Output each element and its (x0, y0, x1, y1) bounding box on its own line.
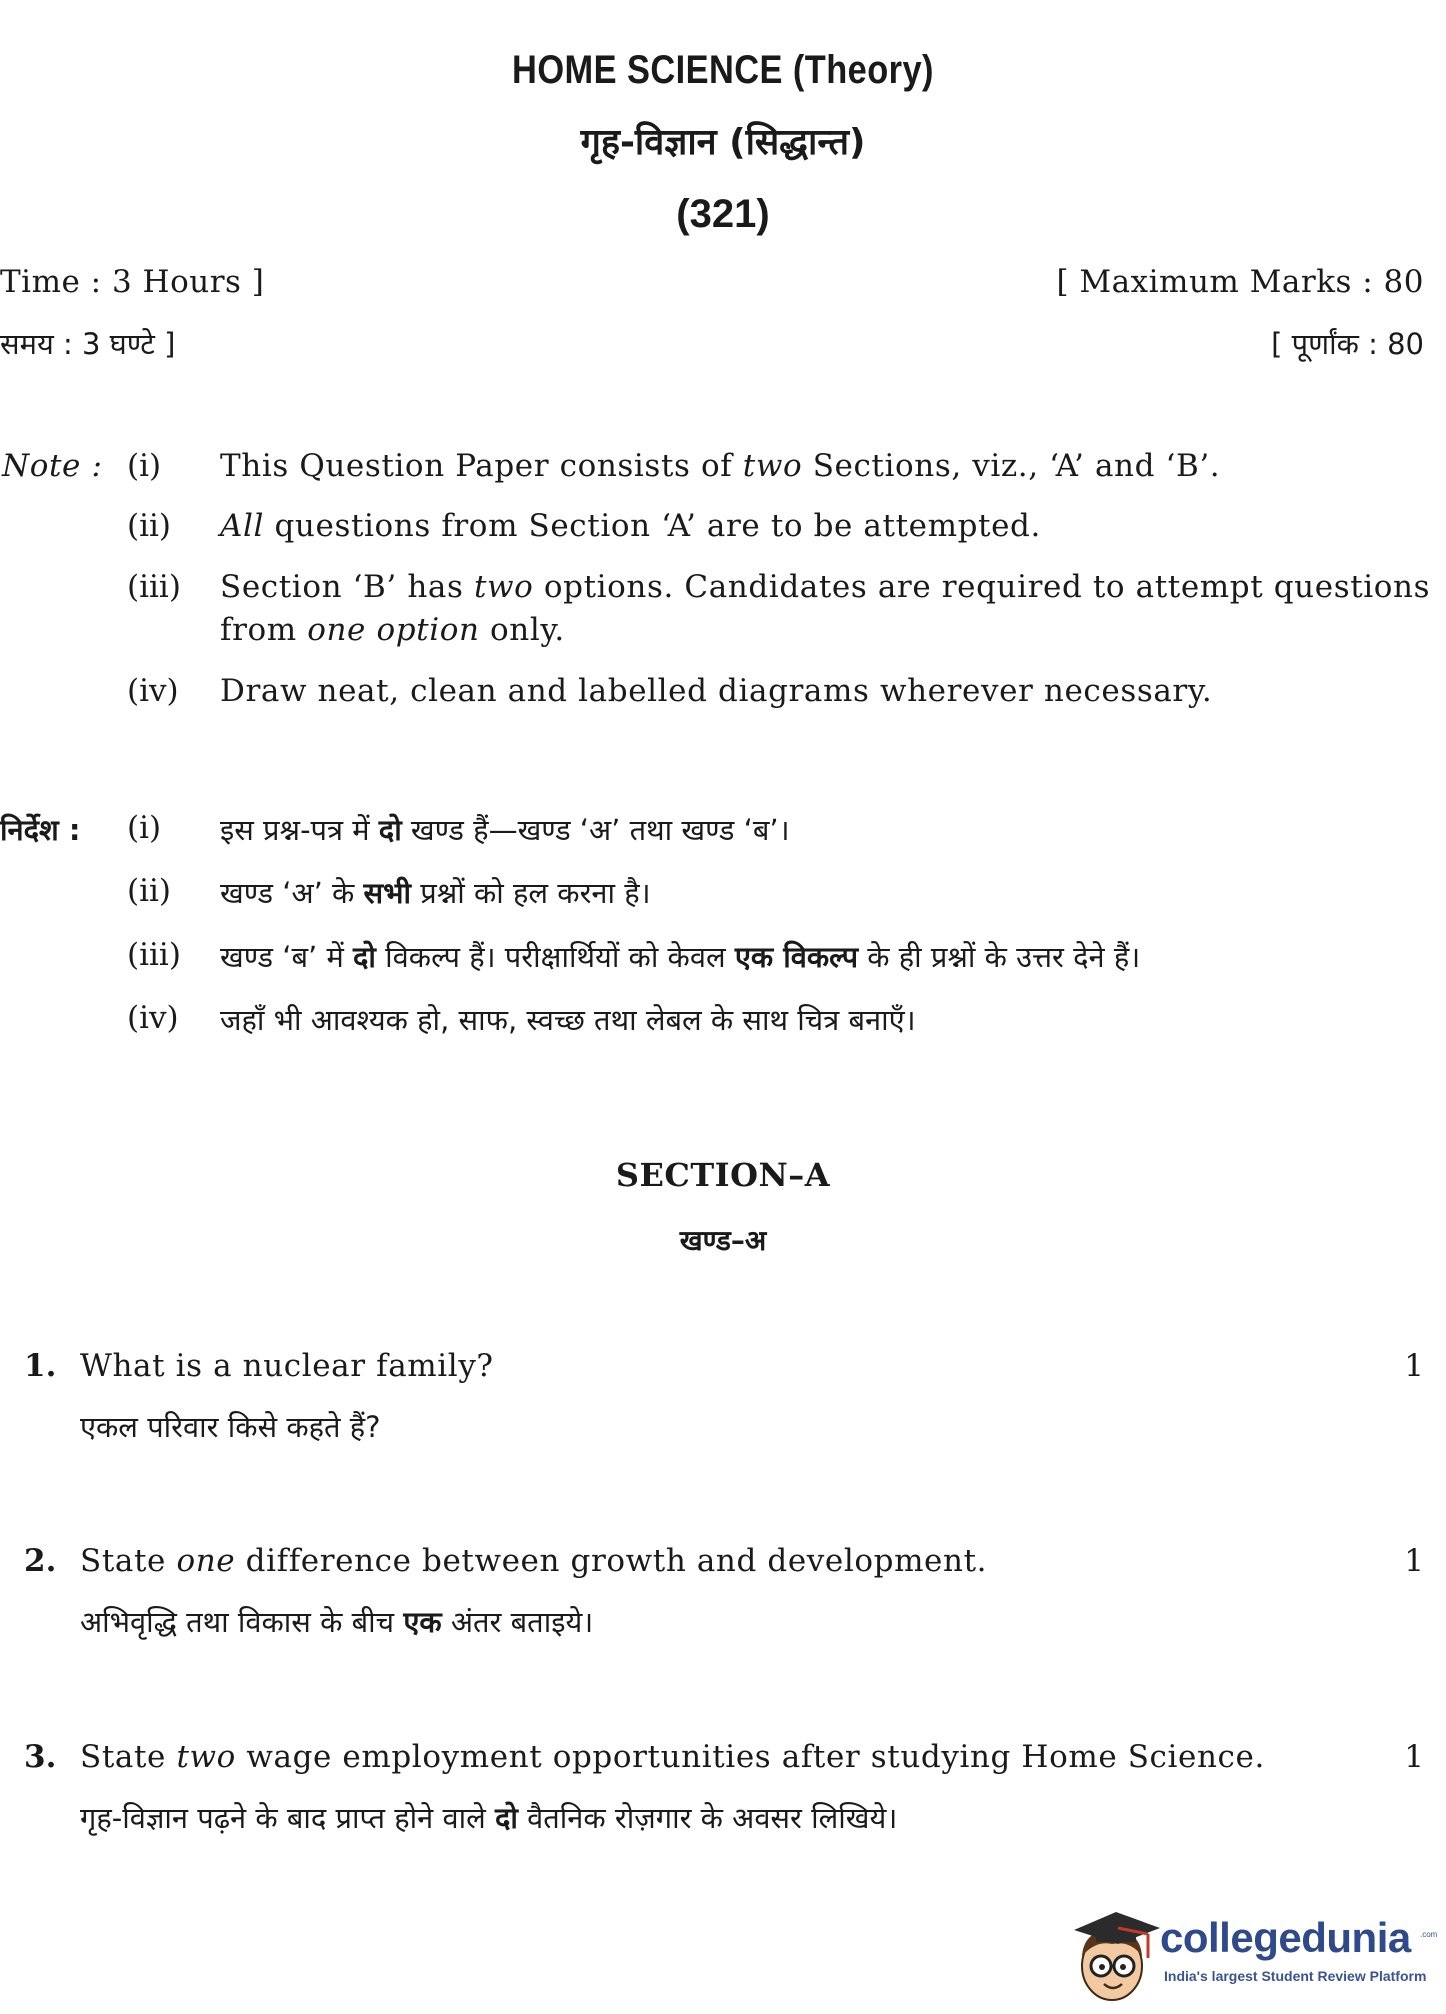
maximum-marks-hindi: [ पूर्णांक : 80 (1271, 327, 1424, 361)
note-item-number: (iii) (127, 937, 181, 973)
note-item-number: (ii) (127, 873, 172, 909)
question-number: 1. (24, 1348, 57, 1384)
note-item-text: This Question Paper consists of two Sections, viz., ‘A’ and ‘B’. (220, 448, 1221, 484)
note-item-text-hindi: इस प्रश्न-पत्र में दो खण्ड हैं—खण्ड ‘अ’ तथा खण्ड ‘ब’। (220, 813, 790, 847)
note-item-number: (iii) (127, 569, 181, 605)
question-text: State two wage employment opportunities after studying Home Science. (80, 1739, 1265, 1775)
note-item-text: All questions from Section ‘A’ are to be attempted. (220, 508, 1041, 544)
question-number: 3. (24, 1739, 57, 1775)
note-item-number: (iv) (127, 673, 179, 709)
question-text-hindi: गृह-विज्ञान पढ़ने के बाद प्राप्त होने वाले दो वैतनिक रोज़गार के अवसर लिखिये। (80, 1801, 898, 1835)
note-item-text-continued: from one option only. (220, 612, 565, 648)
question-marks: 1 (1404, 1739, 1424, 1775)
note-item-text-hindi: जहाँ भी आवश्यक हो, साफ, स्वच्छ तथा लेबल के साथ चित्र बनाएँ। (220, 1003, 916, 1037)
note-item-number: (i) (127, 810, 162, 846)
paper-title-hindi: गृह-विज्ञान (सिद्धान्त) (580, 122, 866, 163)
question-number: 2. (24, 1543, 57, 1579)
question-marks: 1 (1404, 1543, 1424, 1579)
time-allowed: Time : 3 Hours ] (0, 264, 265, 300)
logo-wordmark: collegedunia (1160, 1914, 1411, 1961)
subject-code: (321) (676, 192, 770, 236)
paper-title: HOME SCIENCE (Theory) (512, 48, 934, 92)
note-label: Note : (2, 448, 103, 484)
note-item-number: (i) (127, 448, 162, 484)
note-item-number: (ii) (127, 508, 172, 544)
question-marks: 1 (1404, 1348, 1424, 1384)
question-text: State one difference between growth and development. (80, 1543, 988, 1579)
maximum-marks: [ Maximum Marks : 80 (1056, 264, 1424, 300)
note-item-text-hindi: खण्ड ‘ब’ में दो विकल्प हैं। परीक्षार्थियों को केवल एक विकल्प के ही प्रश्नों के उत्तर देने हैं। (220, 940, 1141, 974)
note-item-number: (iv) (127, 1000, 179, 1036)
question-text-hindi: एकल परिवार किसे कहते हैं? (80, 1410, 381, 1444)
time-allowed-hindi: समय : 3 घण्टे ] (0, 327, 176, 361)
section-heading-hindi: खण्ड–अ (679, 1224, 767, 1257)
note-item-text-hindi: खण्ड ‘अ’ के सभी प्रश्नों को हल करना है। (220, 876, 651, 910)
student-mascot-icon (1068, 1900, 1164, 2008)
logo-domain-suffix: .com (1420, 1930, 1438, 1939)
note-item-text: Section ‘B’ has two options. Candidates are required to attempt questions (220, 569, 1431, 605)
question-text: What is a nuclear family? (80, 1348, 494, 1384)
question-text-hindi: अभिवृद्धि तथा विकास के बीच एक अंतर बताइये। (80, 1605, 594, 1639)
collegedunia-logo[interactable] (1068, 1900, 1438, 2008)
note-item-text: Draw neat, clean and labelled diagrams wherever necessary. (220, 673, 1213, 709)
note-label-hindi: निर्देश : (0, 813, 81, 847)
section-heading: SECTION–A (615, 1156, 831, 1194)
logo-tagline: India's largest Student Review Platform (1164, 1968, 1427, 1984)
